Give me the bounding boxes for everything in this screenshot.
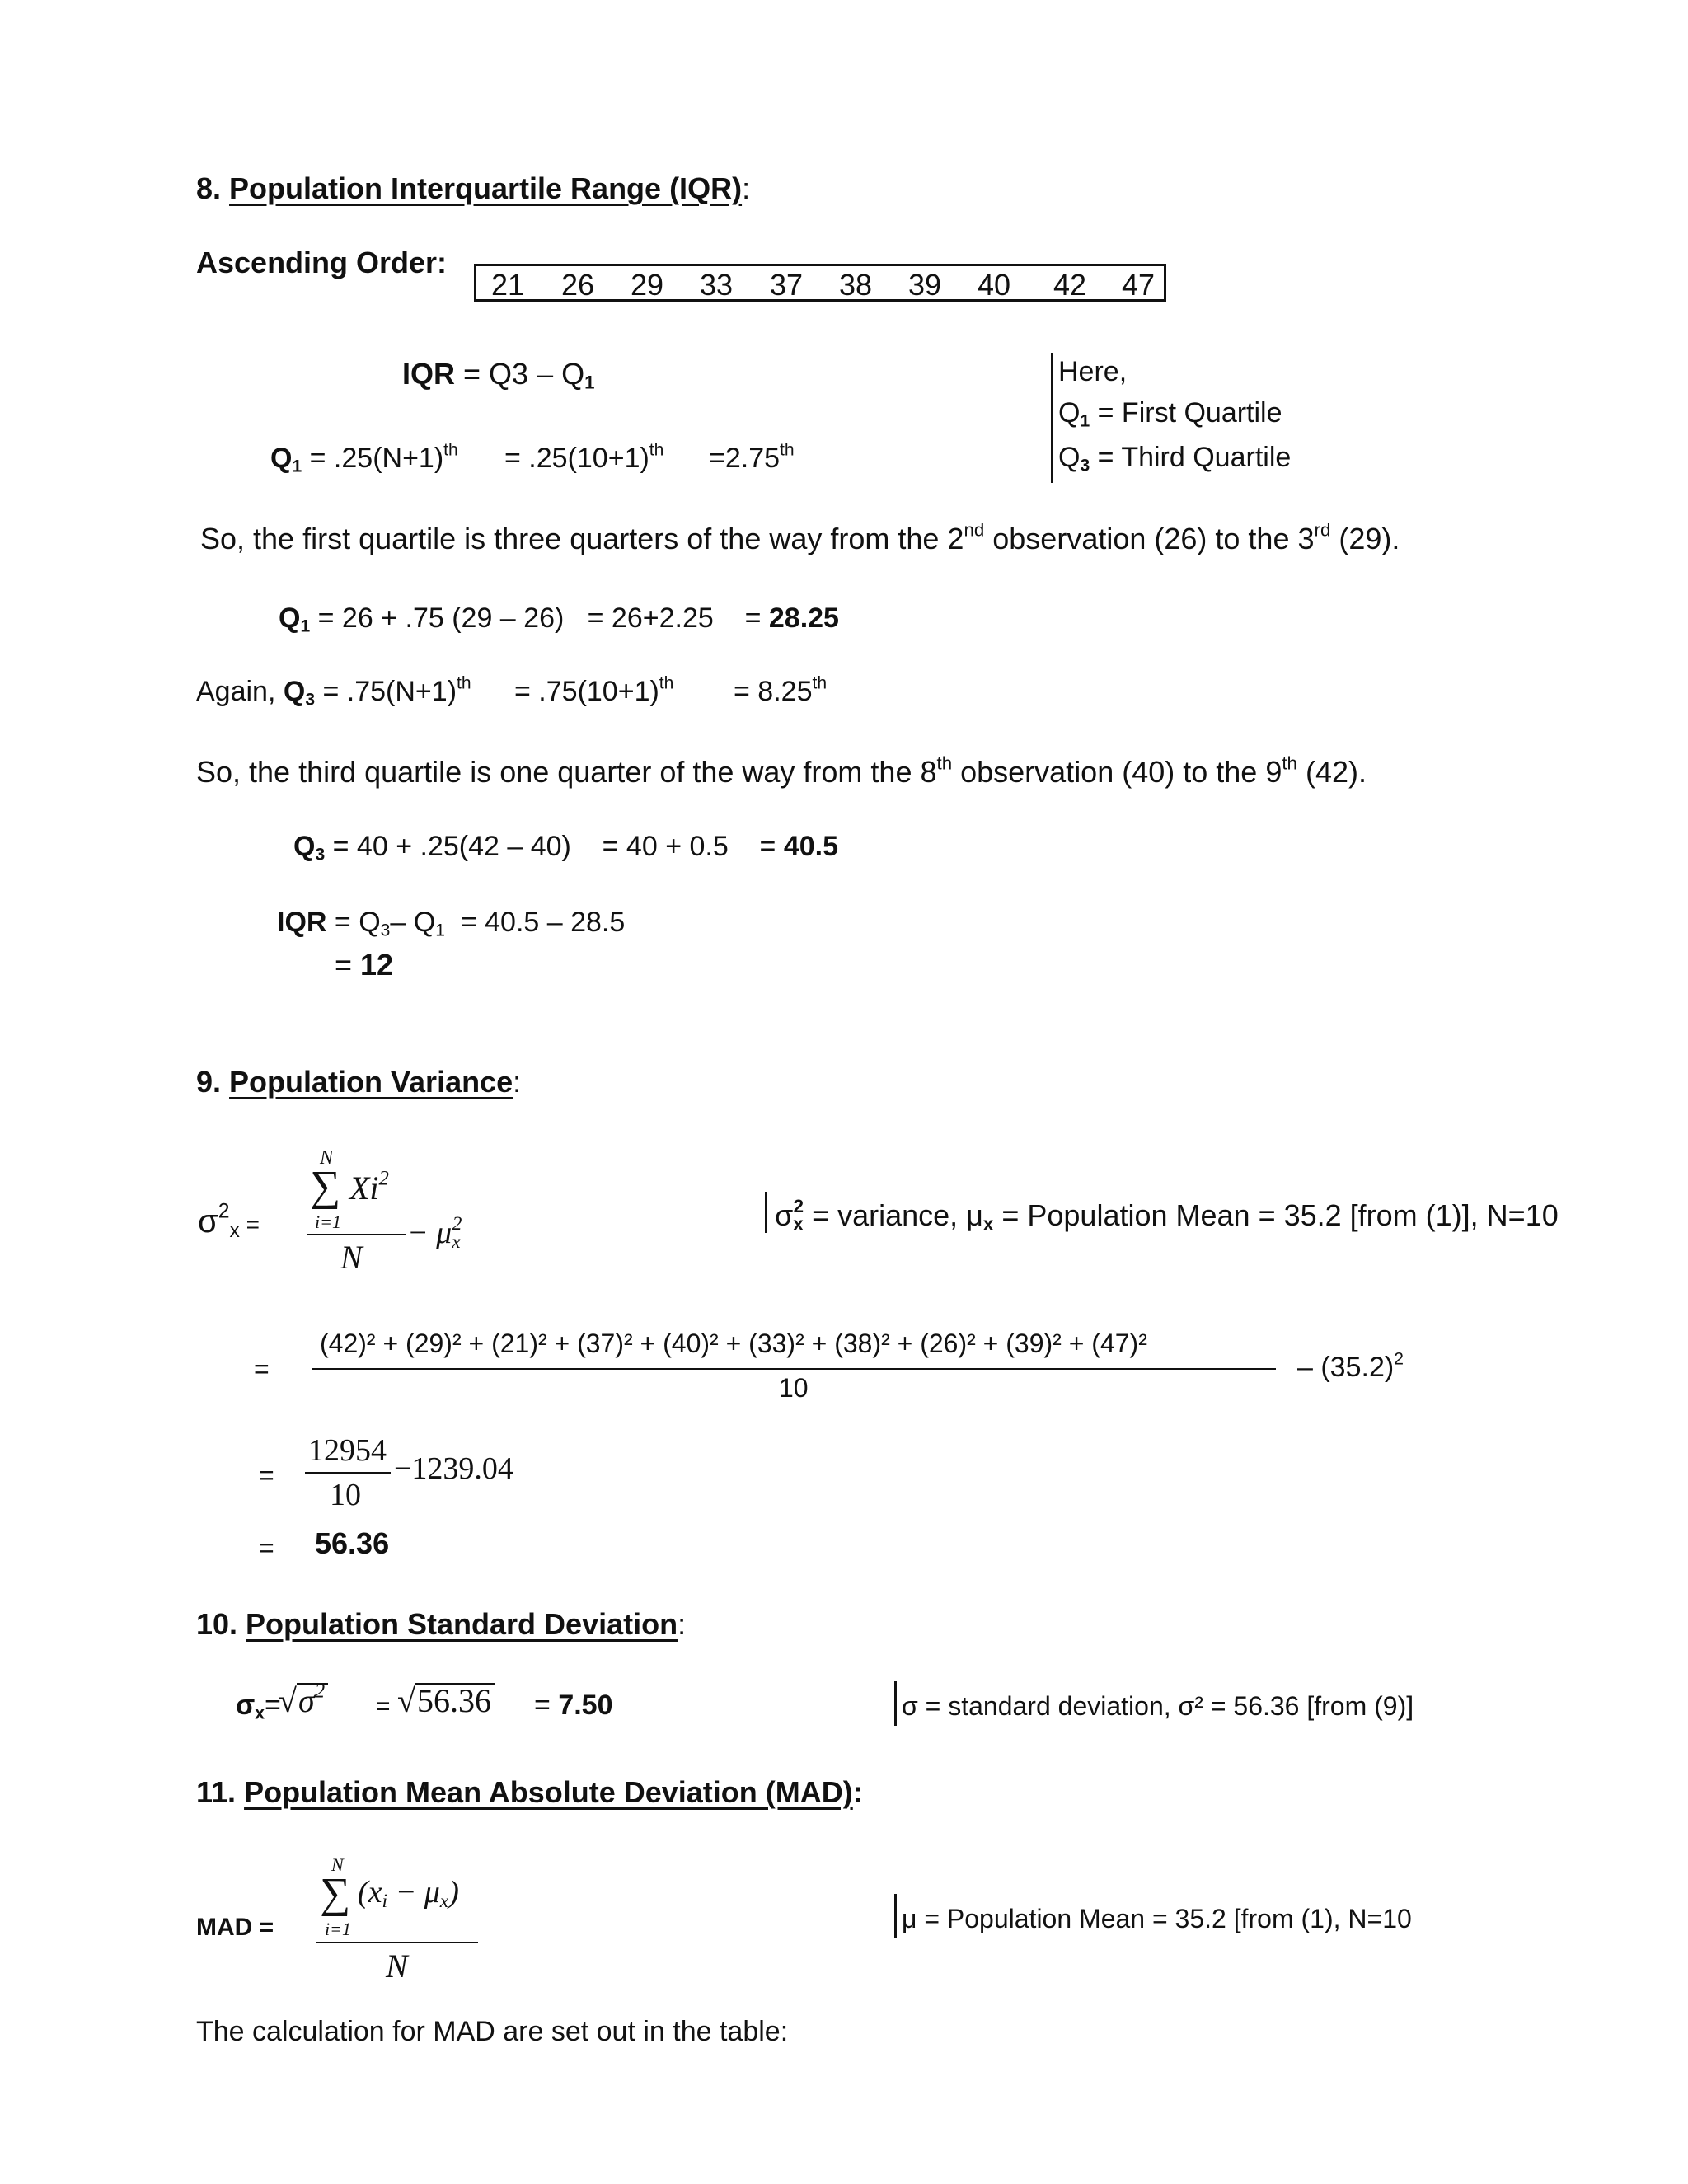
superscript-2: 2 [314,1680,326,1703]
iqr-label: IQR [402,357,456,391]
data-value: 26 [561,268,595,302]
q3-calculation [293,831,838,863]
minus-mu [407,1212,462,1253]
q3-explanation [196,752,1367,790]
note-q1-symbol: Q [1058,397,1081,429]
mad-term-mid: − μ [387,1875,440,1910]
q3-calculation-text: = 40 + .25(42 – 40) = 40 + 0.5 = [325,831,784,862]
data-value: 40 [978,268,1011,302]
iqr-definition [402,357,595,391]
q1-symbol: Q [270,443,293,474]
section-8-colon: : [742,171,751,205]
note-divider [1051,353,1053,483]
std-note-divider [894,1681,897,1726]
std-dev-result: 7.50 [558,1690,613,1721]
q3-formula [196,673,471,710]
q1-formula-c [709,440,795,475]
std-dev-formula [236,1690,281,1722]
fraction-equals: = [259,1460,274,1490]
ordinal-th: th [659,673,674,693]
ordinal-th: th [936,752,953,774]
superscript-2: 2 [793,1196,804,1217]
q1-formula-b-text: = .25(10+1) [504,443,649,474]
iqr-result-line [335,948,393,982]
iqr-equals: = [335,948,361,982]
mad-label: MAD = [196,1914,274,1941]
subscript-x: x [439,1890,449,1912]
mad-term-open: (x [358,1875,382,1910]
ordinal-th: th [443,440,458,460]
mad-lower-index: i=1 [325,1919,351,1939]
section-9-title: Population Variance [229,1065,513,1099]
note-q1-text: = First Quartile [1090,397,1282,429]
sum-term-text: Xi [349,1169,379,1207]
q1-result: 28.25 [768,602,839,634]
section-9-heading [196,1065,521,1099]
data-value: 47 [1122,268,1156,302]
ordinal-th: th [649,440,664,460]
result-equals: = [259,1533,274,1563]
ascending-order-box [474,264,1166,302]
q3-symbol: Q [283,676,306,707]
ordinal-th: th [812,673,828,693]
mad-upper-limit: N [331,1854,344,1875]
sigma-symbol: σ [236,1690,256,1721]
std-note: σ = standard deviation, σ² = 56.36 [from (9)] [902,1691,1414,1721]
variance-note-divider [765,1192,767,1233]
sum-lower-index: i=1 [315,1212,341,1232]
expanded-equals: = [254,1354,270,1384]
variance-result: 56.36 [315,1526,390,1560]
equals-sign: = [239,1212,260,1237]
variance-lhs [198,1200,260,1243]
q1-formula-a: = .25(N+1) [302,443,444,474]
q3-formula-c [734,673,828,708]
q3-symbol: Q [293,831,316,862]
sqrt-value [397,1681,495,1720]
sqrt-icon: √ [279,1682,297,1719]
mad-fraction-line [316,1942,478,1943]
q3-explanation-a: So, the third quartile is one quarter of the way from the 8 [196,755,937,789]
mad-summation-icon: ∑ [320,1870,351,1917]
iqr-definition-rhs: = Q3 – Q [455,357,585,391]
ordinal-th: th [1282,752,1297,774]
section-8-heading [196,171,750,206]
section-11-colon: : [852,1775,863,1809]
iqr-definition-sub: 1 [584,372,595,393]
variance-fraction-line [307,1234,406,1235]
q1-sub: 1 [292,457,302,476]
q3-formula-b [514,673,674,708]
note-q1 [1058,397,1282,429]
section-10-heading [196,1607,686,1642]
section-11-heading [196,1775,863,1810]
sum-fraction-line [305,1472,391,1474]
std-eq2: = [376,1693,391,1720]
note-q3 [1058,442,1291,474]
section-11-number: 11. [196,1775,245,1809]
iqr-calc-c: = 40.5 – 28.5 [444,907,626,938]
expanded-fraction-line [312,1368,1276,1370]
sum-value: 12954 [308,1433,387,1468]
iqr-label: IQR [277,907,327,938]
note-q1-sub: 1 [1080,411,1090,431]
section-9-number: 9. [196,1065,230,1099]
sqrt-value-radicand: 56.36 [415,1683,495,1718]
section-10-title: Population Standard Deviation [246,1607,678,1641]
minus-value: −1239.04 [394,1451,513,1486]
note-here: Here, [1058,356,1128,387]
mad-note: μ = Population Mean = 35.2 [from (1), N=10 [902,1904,1412,1933]
superscript-2: 2 [378,1167,389,1190]
mad-denominator: N [386,1947,408,1985]
minus-mu-text: − μ [407,1216,452,1250]
note-q3-text: = Third Quartile [1090,442,1292,473]
ascending-order-label: Ascending Order: [196,246,448,279]
section-10-colon: : [678,1607,687,1641]
data-value: 39 [908,268,942,302]
section-8-title: Population Interquartile Range (IQR) [229,171,743,205]
q1-formula-c-text: =2.75 [709,443,781,474]
superscript-2: 2 [1394,1349,1404,1369]
sqrt-radicand [297,1680,328,1719]
subscript-x: x [229,1220,240,1243]
ordinal-nd: nd [964,519,985,541]
ordinal-rd: rd [1314,519,1331,541]
data-value: 38 [839,268,873,302]
iqr-calc-b: – Q [390,907,436,938]
variance-note-end: = Population Mean = 35.2 [from (1)], N=10 [993,1198,1559,1232]
section-11-title: Population Mean Absolute Deviation (MAD) [244,1775,853,1809]
variance-denominator: N [340,1239,363,1276]
equals-sign: = [265,1690,281,1721]
q3-explanation-c: (42). [1296,755,1367,789]
sqrt-sigma-squared [279,1681,328,1720]
subscript-x: x [793,1213,804,1235]
subscript-i: i [382,1890,388,1912]
q3-sub: 3 [305,690,316,710]
subscript-x: x [982,1213,994,1235]
subscript-x: x [452,1230,461,1253]
expanded-denominator: 10 [779,1373,809,1403]
iqr-calculation [277,907,625,939]
sqrt-icon: √ [397,1682,415,1719]
q1-explanation-c: (29). [1330,522,1400,555]
mad-closing-text: The calculation for MAD are set out in the table: [196,2016,789,2047]
q3-sub: 3 [315,845,326,865]
q3-formula-c-text: = 8.25 [734,676,813,707]
superscript-2: 2 [452,1212,462,1235]
std-eq3: = [534,1690,559,1721]
data-value: 42 [1053,268,1087,302]
sum-denominator: 10 [330,1478,361,1512]
q3-sub: 3 [380,921,391,940]
minus-mean-squared [1297,1349,1404,1384]
sqrt-sigma: σ [298,1682,315,1719]
q1-calculation [279,602,839,635]
sigma-symbol: σ [198,1203,218,1240]
data-value: 21 [491,268,525,302]
iqr-result: 12 [360,948,394,982]
q3-explanation-b: observation (40) to the 9 [952,755,1282,789]
std-dev-result-line [534,1690,613,1722]
minus-mean-squared-text: – (35.2) [1297,1352,1395,1383]
q1-symbol: Q [279,602,301,634]
q1-sub: 1 [435,921,445,940]
subscript-x: x [255,1704,265,1723]
mad-note-divider [894,1894,897,1938]
q3-formula-a: = .75(N+1) [315,676,457,707]
sum-upper-limit: N [320,1147,334,1169]
variance-note [775,1198,1559,1233]
q1-sub: 1 [300,616,311,636]
note-q3-sub: 3 [1080,456,1090,476]
again-label: Again, [196,676,284,707]
q1-explanation-b: observation (26) to the 3 [984,522,1315,555]
sum-term [349,1169,389,1207]
note-q3-symbol: Q [1058,442,1081,473]
data-value: 37 [770,268,804,302]
q1-explanation [200,519,1400,556]
q3-formula-b-text: = .75(10+1) [514,676,659,707]
summation-icon: ∑ [310,1163,341,1210]
ordinal-th: th [457,673,471,693]
expanded-numerator: (42)² + (29)² + (21)² + (37)² + (40)² + (33)² + (38)² + (26)² + (39)² + (47)² [320,1329,1147,1358]
mad-term [358,1874,459,1910]
iqr-calc-a: = Q [326,907,381,938]
data-value: 29 [631,268,664,302]
q1-formula-b [504,440,664,475]
superscript-2: 2 [218,1200,230,1223]
q1-calculation-text: = 26 + .75 (29 – 26) = 26+2.25 = [310,602,769,634]
data-value: 33 [700,268,734,302]
q1-explanation-a: So, the first quartile is three quarters of the way from the 2 [200,522,964,555]
variance-note-sigma: σ [775,1198,794,1232]
variance-note-mid: = variance, μ [804,1198,983,1232]
q3-result: 40.5 [783,831,839,862]
ordinal-th: th [780,440,795,460]
section-9-colon: : [513,1065,522,1099]
mad-term-close: ) [448,1875,459,1910]
q1-formula [270,440,458,476]
section-10-number: 10. [196,1607,246,1641]
section-8-number: 8. [196,171,230,205]
